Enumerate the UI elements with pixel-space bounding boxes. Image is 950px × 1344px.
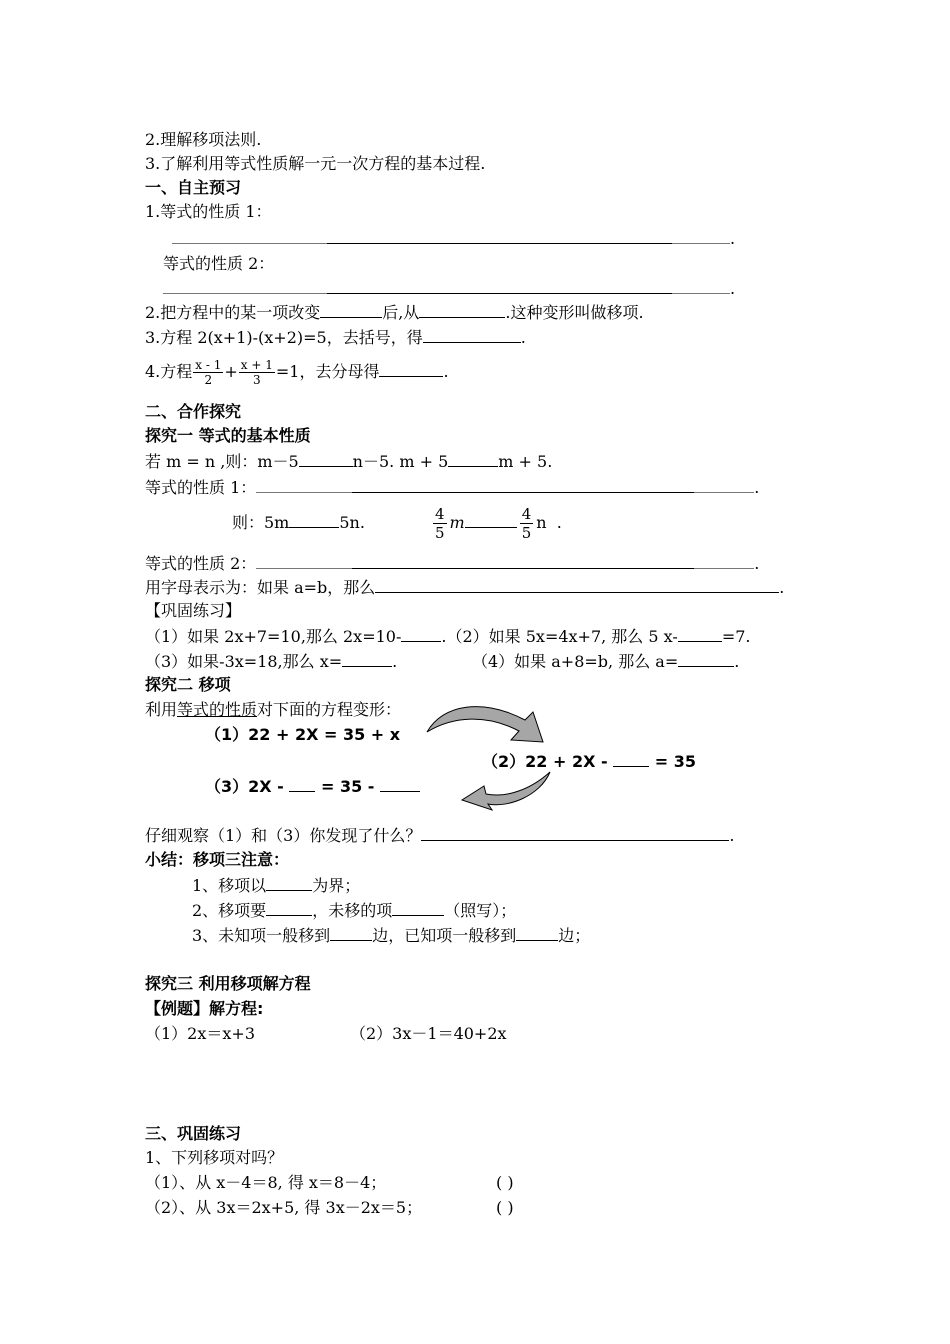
explore1-line1: 若 m = n ,则：m－5 n－5. m + 5 m + 5. (145, 452, 553, 471)
prop2-line: 等式的性质 2： . (145, 554, 760, 573)
q4-line: 4.方程 $\frac{x - 1}{2}$ + $\frac{x + 1}{3}$ =1，去分母得 . (145, 358, 449, 387)
explore3-title: 探究三 利用移项解方程 (145, 974, 311, 993)
summary-title: 小结：移项三注意： (145, 850, 290, 869)
explore1-title: 探究一 等式的基本性质 (145, 426, 311, 445)
example-2: （2）3x－1＝40+2x (350, 1024, 507, 1043)
intro-item-2: 2.理解移项法则. (145, 130, 262, 149)
equation-3: （3）2X - = 35 - (205, 776, 420, 797)
practice-row-2: （3）如果-3x=18,那么 x= . (145, 652, 398, 671)
letters-line: 用字母表示为：如果 a=b，那么 . (145, 578, 785, 597)
then-line: 则：5m 5n. (232, 513, 365, 532)
section3-item-1: （1）、从 x－4＝8, 得 x＝8－4； (145, 1173, 387, 1192)
summary-item-1: 1、移项以 为界； (192, 876, 361, 895)
equation-2: （2）22 + 2X - = 35 (482, 752, 697, 771)
practice-row-2b: （4）如果 a+8=b, 那么 a= . (472, 652, 740, 671)
fraction-x-minus-1-over-2: $\frac{x - 1}{2}$ (195, 358, 222, 387)
q2-line: 2.把方程中的某一项改变 后,从 .这种变形叫做移项. (145, 303, 644, 322)
summary-item-3: 3、未知项一般移到 边，已知项一般移到 边； (192, 926, 591, 945)
section1-heading: 一、自主预习 (145, 178, 242, 197)
intro-item-3: 3.了解利用等式性质解一元一次方程的基本过程. (145, 154, 486, 173)
example-1: （1）2x＝x+3 (145, 1024, 255, 1043)
prop1-line: 等式的性质 1： . (145, 478, 760, 497)
section3-heading: 三、巩固练习 (145, 1124, 242, 1143)
section3-item-2-paren: ( ) (496, 1198, 514, 1217)
example-title: 【例题】解方程: (145, 999, 264, 1018)
section3-item-1-paren: ( ) (496, 1173, 514, 1192)
section3-question-1: 1、下列移项对吗？ (145, 1148, 284, 1167)
curved-arrow-right-icon (425, 700, 550, 752)
section2-heading: 二、合作探究 (145, 402, 242, 421)
fraction-4-over-5-a: $\frac{4}{5}$ (435, 505, 445, 542)
q1-label: 1.等式的性质 1： (145, 202, 272, 221)
fraction-line: $\frac{4}{5}$ m $\frac{4}{5}$ n . (435, 505, 562, 542)
fraction-x-plus-1-over-3: $\frac{x + 1}{3}$ (240, 358, 273, 387)
use-property-line: 利用等式的性质对下面的方程变形： (145, 700, 402, 719)
practice-row-1: （1）如果 2x+7=10,那么 2x=10- .（2）如果 5x=4x+7, 那么 5 x- =7. (145, 627, 751, 646)
practice-title: 【巩固练习】 (145, 601, 242, 620)
q1b-answer-line: . (163, 278, 735, 299)
q1b-label: 等式的性质 2： (163, 254, 275, 273)
summary-item-2: 2、移项要 ，未移的项 （照写）； (192, 901, 517, 920)
explore2-title: 探究二 移项 (145, 675, 231, 694)
section3-item-2: （2）、从 3x＝2x+5, 得 3x－2x＝5； (145, 1198, 423, 1217)
q1-answer-line: . (172, 228, 735, 249)
curved-arrow-left-icon (460, 770, 552, 812)
equation-1: （1）22 + 2X = 35 + x (205, 725, 401, 744)
observe-line: 仔细观察（1）和（3）你发现了什么？ . (145, 826, 735, 845)
q3-line: 3.方程 2(x+1)-(x+2)=5，去括号，得 . (145, 328, 526, 347)
fraction-4-over-5-b: $\frac{4}{5}$ (521, 505, 532, 542)
